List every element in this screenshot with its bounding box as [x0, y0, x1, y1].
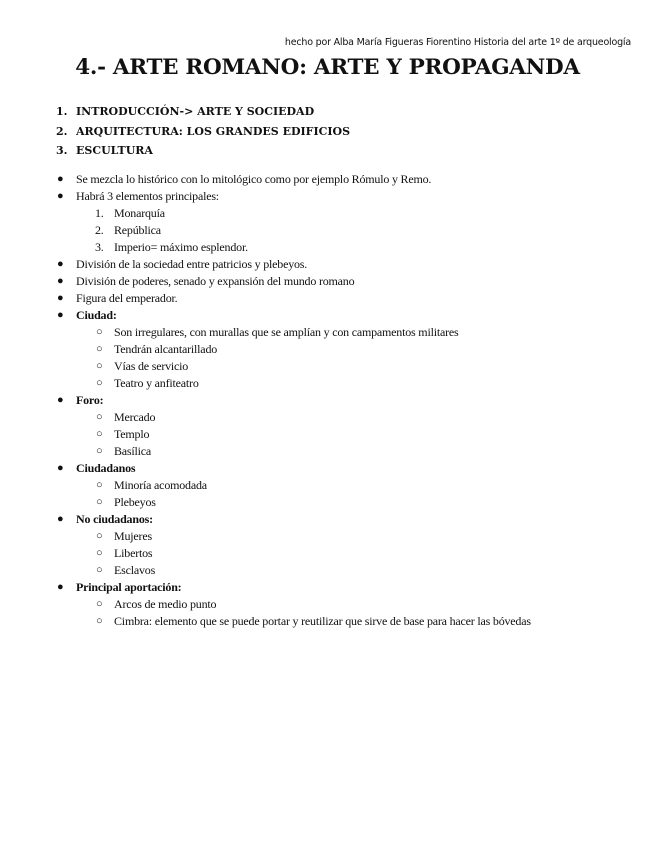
circle-bullet-icon: ○	[96, 326, 103, 338]
heading-text: No ciudadanos:	[76, 512, 153, 526]
section-item	[56, 141, 350, 161]
no-ciudadanos-heading	[56, 511, 531, 528]
circle-bullet-icon: ○	[96, 479, 103, 491]
list-item	[56, 256, 531, 273]
subitem-text: Imperio= máximo esplendor.	[114, 240, 248, 254]
section-number: 2.	[56, 124, 68, 138]
circle-bullet-icon: ○	[96, 428, 103, 440]
sub-item	[56, 528, 531, 545]
list-item	[56, 171, 531, 188]
circle-bullet-icon: ○	[96, 360, 103, 372]
section-label: ESCULTURA	[76, 144, 153, 157]
section-label: ARQUITECTURA: LOS GRANDES EDIFICIOS	[76, 124, 351, 138]
sub-item	[56, 341, 531, 358]
author-note: hecho por Alba María Figueras Fiorentino Historia del arte 1º de arqueología	[284, 37, 631, 48]
bullet-icon: ●	[57, 292, 64, 304]
heading-text: Ciudadanos	[76, 461, 136, 475]
numbered-subitem	[56, 239, 531, 256]
bullet-icon: ●	[57, 462, 64, 474]
page-title: 4.- ARTE ROMANO: ARTE Y PROPAGANDA	[75, 55, 580, 80]
bullet-icon: ●	[57, 513, 64, 525]
sub-item	[56, 443, 531, 460]
list-item	[56, 273, 531, 290]
subitem-text: Monarquía	[114, 206, 165, 220]
list-item-text: Se mezcla lo histórico con lo mitológico como por ejemplo Rómulo y Remo.	[76, 172, 432, 186]
sub-item-text: Vías de servicio	[114, 359, 189, 373]
subitem-number: 2.	[95, 223, 104, 237]
sub-item	[56, 545, 531, 562]
notes-list	[56, 171, 531, 630]
list-item-text: División de poderes, senado y expansión del mundo romano	[76, 274, 355, 288]
sub-item	[56, 613, 531, 630]
bullet-icon: ●	[57, 394, 64, 406]
list-item-text: Figura del emperador.	[76, 291, 178, 305]
sub-item	[56, 324, 531, 341]
sub-item-text: Teatro y anfiteatro	[114, 376, 199, 390]
sub-item	[56, 375, 531, 392]
sub-item-text: Cimbra: elemento que se puede portar y reutilizar que sirve de base para hacer las bóvedas	[114, 614, 531, 628]
circle-bullet-icon: ○	[96, 377, 103, 389]
circle-bullet-icon: ○	[96, 530, 103, 542]
section-number: 3.	[56, 144, 68, 157]
bullet-icon: ●	[57, 190, 64, 202]
sub-item-text: Mercado	[114, 410, 156, 424]
section-list	[56, 102, 350, 161]
subitem-number: 1.	[95, 206, 104, 220]
list-item	[56, 290, 531, 307]
circle-bullet-icon: ○	[96, 598, 103, 610]
sub-item	[56, 409, 531, 426]
bullet-icon: ●	[57, 258, 64, 270]
numbered-subitem	[56, 222, 531, 239]
sub-item-text: Tendrán alcantarillado	[114, 342, 218, 356]
circle-bullet-icon: ○	[96, 615, 103, 627]
bullet-icon: ●	[57, 309, 64, 321]
sub-item-text: Esclavos	[114, 563, 156, 577]
circle-bullet-icon: ○	[96, 445, 103, 457]
circle-bullet-icon: ○	[96, 343, 103, 355]
circle-bullet-icon: ○	[96, 496, 103, 508]
sub-item-text: Arcos de medio punto	[114, 597, 217, 611]
sub-item-text: Basílica	[114, 444, 152, 458]
aportacion-heading	[56, 579, 531, 596]
subitem-number: 3.	[95, 240, 104, 254]
sub-item-text: Mujeres	[114, 529, 152, 543]
sub-item	[56, 426, 531, 443]
numbered-subitem	[56, 205, 531, 222]
sub-item-text: Templo	[114, 427, 150, 441]
section-number: 1.	[56, 105, 68, 118]
sub-item-text: Minoría acomodada	[114, 478, 207, 492]
section-label: INTRODUCCIÓN-> ARTE Y SOCIEDAD	[76, 105, 315, 118]
sub-item-text: Libertos	[114, 546, 153, 560]
sub-item	[56, 494, 531, 511]
sub-item-text: Plebeyos	[114, 495, 156, 509]
list-item-text: División de la sociedad entre patricios y plebeyos.	[76, 257, 308, 271]
circle-bullet-icon: ○	[96, 547, 103, 559]
ciudad-heading	[56, 307, 531, 324]
sub-item	[56, 477, 531, 494]
circle-bullet-icon: ○	[96, 564, 103, 576]
sub-item	[56, 596, 531, 613]
bullet-icon: ●	[57, 581, 64, 593]
list-item-text: Habrá 3 elementos principales:	[76, 189, 219, 203]
bullet-icon: ●	[57, 173, 64, 185]
foro-heading	[56, 392, 531, 409]
section-item	[56, 122, 350, 142]
heading-text: Ciudad:	[76, 308, 117, 322]
ciudadanos-heading	[56, 460, 531, 477]
sub-item-text: Son irregulares, con murallas que se amplían y con campamentos militares	[114, 325, 459, 339]
sub-item	[56, 562, 531, 579]
heading-text: Foro:	[76, 393, 104, 407]
bullet-icon: ●	[57, 275, 64, 287]
heading-text: Principal aportación:	[76, 580, 182, 594]
circle-bullet-icon: ○	[96, 411, 103, 423]
sub-item	[56, 358, 531, 375]
subitem-text: República	[114, 223, 161, 237]
section-item	[56, 102, 350, 122]
list-item	[56, 188, 531, 205]
